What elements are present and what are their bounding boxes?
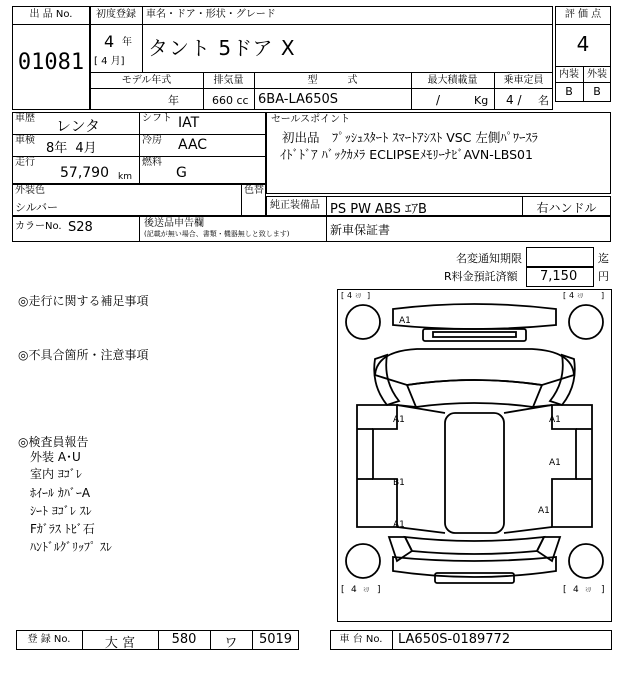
svg-text:ﾐﾘ: ﾐﾘ xyxy=(577,293,584,300)
sales-point-line1: 初出品 ﾌﾟｯｼｭｽﾀｰﾄ ｽﾏｰﾄｱｼｽﾄ VSC 左側ﾊﾟﾜｰｽﾗ xyxy=(282,130,538,145)
shaken-label: 車検 xyxy=(15,135,35,146)
colorno-box xyxy=(12,216,611,242)
displacement-label: 排気量 xyxy=(213,75,244,86)
registration-label: 登 録 No. xyxy=(27,634,71,645)
score-label: 評 価 点 xyxy=(564,9,602,20)
notice-label: 名変通知期限 xyxy=(456,252,522,265)
svg-text:[: [ xyxy=(563,585,567,595)
wheel-rear-right xyxy=(569,544,603,578)
model-year-label: モデル年式 xyxy=(121,75,172,86)
tire-label-bottom-left xyxy=(341,585,381,595)
fuel-label: 燃料 xyxy=(142,157,162,168)
report-line: ｼｰﾄ ﾖｺﾞﾚ ｽﾚ xyxy=(30,504,92,518)
svg-text:4: 4 xyxy=(347,291,353,300)
damage-mark: A1 xyxy=(393,520,405,530)
chassis-number: LA650S-0189772 xyxy=(398,632,511,647)
front-fender-right xyxy=(550,355,575,405)
mileage-label: 走行 xyxy=(15,157,35,168)
svg-text:[: [ xyxy=(563,291,567,300)
svg-text:4: 4 xyxy=(573,585,579,595)
max-load-unit: Kg xyxy=(474,94,489,107)
damage-mark: A1 xyxy=(549,458,561,468)
damage-mark: B1 xyxy=(393,478,405,488)
defect-notes: ◎不具合箇所・注意事項 xyxy=(18,348,149,362)
shift: IAT xyxy=(178,115,200,131)
shift-label: シフト xyxy=(142,113,172,124)
color: シルバー xyxy=(15,201,58,214)
svg-text:[: [ xyxy=(341,291,345,300)
lot-label: 出 品 No. xyxy=(29,9,73,20)
car-damage-diagram xyxy=(337,289,612,622)
ac: AAC xyxy=(178,137,208,153)
sales-point-line2: ｲﾄﾞﾄﾞｱ ﾊﾞｯｸｶﾒﾗ ECLIPSEﾒﾓﾘｰﾅﾋﾞAVN-LBS01 xyxy=(280,147,533,162)
type-label: 型 式 xyxy=(307,75,358,86)
tire-label-bottom-right xyxy=(563,585,605,595)
registration-place: 大 宮 xyxy=(104,636,136,651)
damage-mark: A1 xyxy=(399,316,411,326)
sales-point-label: セールスポイント xyxy=(271,114,351,125)
registration-kana: ワ xyxy=(224,636,238,651)
model-type: 6BA-LA650S xyxy=(258,92,338,107)
wheel-front-left xyxy=(346,305,380,339)
handle-side: 右ハンドル xyxy=(536,201,597,215)
capacity-label: 乗車定員 xyxy=(503,75,544,86)
front-fender-left xyxy=(374,355,399,405)
shaken: 8年 4月 xyxy=(46,141,97,156)
first-reg-label: 初度登録 xyxy=(96,9,136,20)
rear-bumper xyxy=(393,557,556,577)
interior-label: 内装 xyxy=(559,69,579,80)
damage-mark: A1 xyxy=(549,415,561,425)
svg-text:]: ] xyxy=(601,291,605,300)
svg-text:]: ] xyxy=(377,585,381,595)
fuel: G xyxy=(176,165,187,181)
max-load: / xyxy=(436,93,441,107)
svg-text:[: [ xyxy=(341,585,345,595)
svg-text:4: 4 xyxy=(351,585,357,595)
svg-text:]: ] xyxy=(367,291,371,300)
car-name: タント 5ドア X xyxy=(148,36,296,60)
color-change-label: 色替 xyxy=(244,185,264,196)
tire-label-top-right xyxy=(563,291,604,300)
first-reg-year: 4 xyxy=(104,32,115,51)
windshield xyxy=(407,380,542,407)
tire-label-top-left xyxy=(341,291,370,300)
chassis-label: 車 台 No. xyxy=(339,634,383,645)
report-line: 外装 A･U xyxy=(30,450,81,464)
color-label: 外装色 xyxy=(15,185,45,196)
svg-text:]: ] xyxy=(601,585,605,595)
wheel-front-right xyxy=(569,305,603,339)
car-name-label: 車名・ドア・形状・グレード xyxy=(146,9,276,20)
roof xyxy=(445,413,504,533)
capacity-unit: 名 xyxy=(538,94,549,107)
score: 4 xyxy=(576,32,590,56)
damage-mark: A1 xyxy=(393,415,405,425)
model-year-unit: 年 xyxy=(168,94,179,107)
rear-window xyxy=(405,537,544,554)
report-title: ◎検査員報告 xyxy=(18,435,89,449)
notice-box xyxy=(526,247,594,267)
equipment-items: PS PW ABS ｴｱB xyxy=(330,202,427,217)
docs-note: (記載が無い場合、書類・機器無しと致します) xyxy=(144,230,290,238)
svg-text:4: 4 xyxy=(569,291,575,300)
side-left xyxy=(357,405,397,527)
exterior-grade: B xyxy=(593,85,601,98)
exterior-label: 外装 xyxy=(587,69,607,80)
damage-mark: A1 xyxy=(538,506,550,516)
interior-grade: B xyxy=(565,85,573,98)
ac-label: 冷房 xyxy=(142,135,162,146)
registration-class: 580 xyxy=(171,632,197,647)
displacement: 660 cc xyxy=(212,94,249,107)
rear-plate xyxy=(435,573,514,583)
report-line: Fｶﾞﾗｽ ﾄﾋﾞ石 xyxy=(30,522,95,536)
report-line: ﾊﾝﾄﾞﾙｸﾞﾘｯﾌﾟ ｽﾚ xyxy=(30,540,112,554)
lot-number: 01081 xyxy=(17,50,85,75)
front-bumper xyxy=(393,304,556,329)
equipment-label: 純正装備品 xyxy=(270,200,320,211)
max-load-label: 最大積載量 xyxy=(427,75,478,86)
docs-label: 後送品申告欄 xyxy=(144,218,204,229)
front-grille xyxy=(423,329,526,341)
report-line: 室内 ﾖｺﾞﾚ xyxy=(30,467,82,481)
svg-text:ﾐﾘ: ﾐﾘ xyxy=(363,587,370,594)
registration-number: 5019 xyxy=(258,632,293,647)
fee: 7,150 xyxy=(540,269,578,284)
color-no: S28 xyxy=(68,220,93,235)
wheel-rear-left xyxy=(346,544,380,578)
warranty: 新車保証書 xyxy=(330,223,391,237)
fee-label: R料金預託済額 xyxy=(444,270,518,283)
history: レンタ xyxy=(56,117,101,135)
svg-text:ﾐﾘ: ﾐﾘ xyxy=(355,293,362,300)
mileage-unit: km xyxy=(118,172,132,182)
first-reg-month: [ 4 月] xyxy=(94,56,125,67)
report-line: ﾎｲｰﾙ ｶﾊﾞｰA xyxy=(30,486,91,500)
driving-notes: ◎走行に関する補足事項 xyxy=(18,294,149,308)
mileage: 57,790 xyxy=(60,165,109,181)
history-label: 車歴 xyxy=(15,113,35,124)
color-no-label: カラーNo. xyxy=(15,221,62,232)
notice-unit: 迄 xyxy=(598,252,609,265)
fee-unit: 円 xyxy=(598,270,609,283)
year-unit: 年 xyxy=(122,37,132,48)
capacity: 4 / xyxy=(506,93,522,107)
svg-text:ﾐﾘ: ﾐﾘ xyxy=(585,587,592,594)
